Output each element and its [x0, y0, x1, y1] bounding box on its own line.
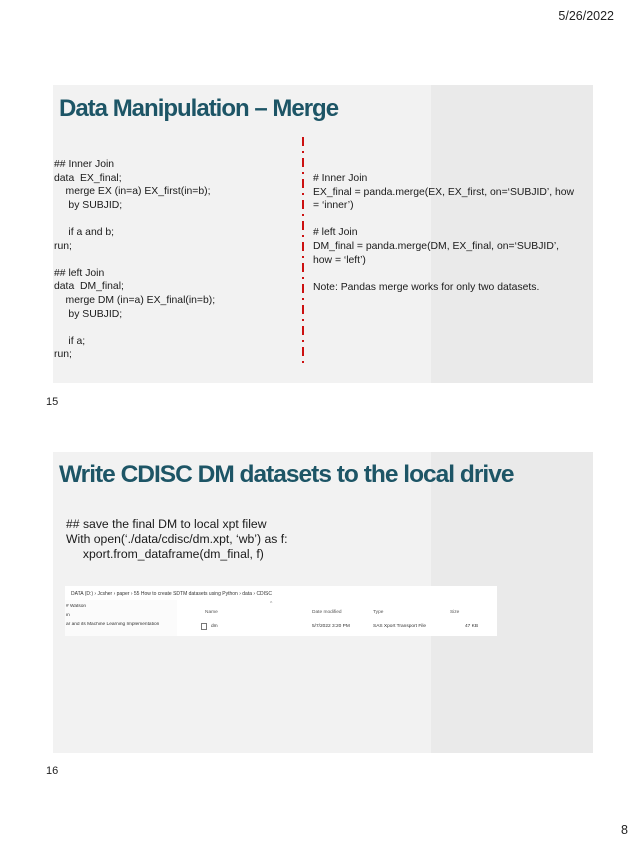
column-size: Size	[450, 610, 460, 615]
code-line: ## Inner Join	[54, 159, 115, 170]
page-number: 8	[621, 823, 628, 837]
column-type: Type	[373, 610, 384, 615]
code-line: data EX_final;	[54, 172, 122, 184]
file-name: dm	[211, 624, 218, 629]
code-line: by SUBJID;	[54, 199, 123, 211]
xpt-code-block	[66, 517, 288, 563]
file-type: SAS Xport Transport File	[373, 624, 427, 629]
nav-item: # Watson	[66, 604, 87, 609]
python-code-block	[313, 172, 578, 294]
file-size: 47 KB	[465, 624, 479, 629]
sas-code-block	[54, 158, 215, 362]
code-line: run;	[54, 240, 72, 252]
code-line: With open(‘./data/cdisc/dm.xpt, ‘wb’) as f:	[66, 532, 288, 547]
nav-item: ar and its Machine Learning Implementation	[66, 622, 160, 627]
slide-16	[53, 452, 593, 753]
code-line: data DM_final;	[54, 281, 124, 293]
nav-item: in	[66, 613, 70, 618]
code-line: DM_final = panda.merge(DM, EX_final, on=‘SUBJID’, how = ‘left’)	[313, 240, 560, 266]
print-date: 5/26/2022	[558, 9, 614, 23]
code-line	[54, 321, 215, 335]
code-line: by SUBJID;	[54, 308, 123, 320]
column-date: Date modified	[312, 610, 342, 615]
file-explorer-screenshot	[65, 586, 497, 636]
code-line: # Inner Join	[313, 173, 368, 184]
code-line	[54, 253, 215, 267]
code-line: merge DM (in=a) EX_final(in=b);	[54, 294, 216, 306]
code-line	[313, 267, 578, 281]
code-line: merge EX (in=a) EX_first(in=b);	[54, 186, 211, 198]
explorer-path: DATA (D:) › Jcsher › paper › 55 How to create SDTM datasets using Python › data › CDISC	[71, 591, 272, 597]
slide-15-page-number: 15	[46, 396, 59, 408]
sort-caret-icon: ^	[270, 601, 273, 607]
code-line: run;	[54, 349, 72, 361]
file-icon	[201, 623, 207, 630]
code-line	[54, 212, 215, 226]
column-divider	[301, 137, 305, 367]
code-line: if a and b;	[54, 226, 115, 238]
code-line: # left Join	[313, 227, 358, 239]
code-line: xport.from_dataframe(dm_final, f)	[66, 547, 264, 562]
slide-15-title: Data Manipulation – Merge	[59, 95, 339, 122]
code-line	[313, 213, 578, 227]
file-date: 5/7/2022 3:20 PM	[312, 624, 350, 629]
code-line: ## left Join	[54, 267, 105, 279]
slide-15	[53, 85, 593, 383]
code-line: ## save the final DM to local xpt filew	[66, 517, 267, 531]
code-line: EX_final = panda.merge(EX, EX_first, on=‘SUBJID’, how = ‘inner’)	[313, 186, 575, 212]
code-line: Note: Pandas merge works for only two datasets.	[313, 281, 540, 293]
slide-16-title: Write CDISC DM datasets to the local drive	[59, 461, 514, 488]
column-name: Name	[205, 610, 218, 615]
explorer-nav-pane	[65, 600, 177, 636]
code-line: if a;	[54, 335, 86, 347]
slide-16-page-number: 16	[46, 765, 59, 777]
